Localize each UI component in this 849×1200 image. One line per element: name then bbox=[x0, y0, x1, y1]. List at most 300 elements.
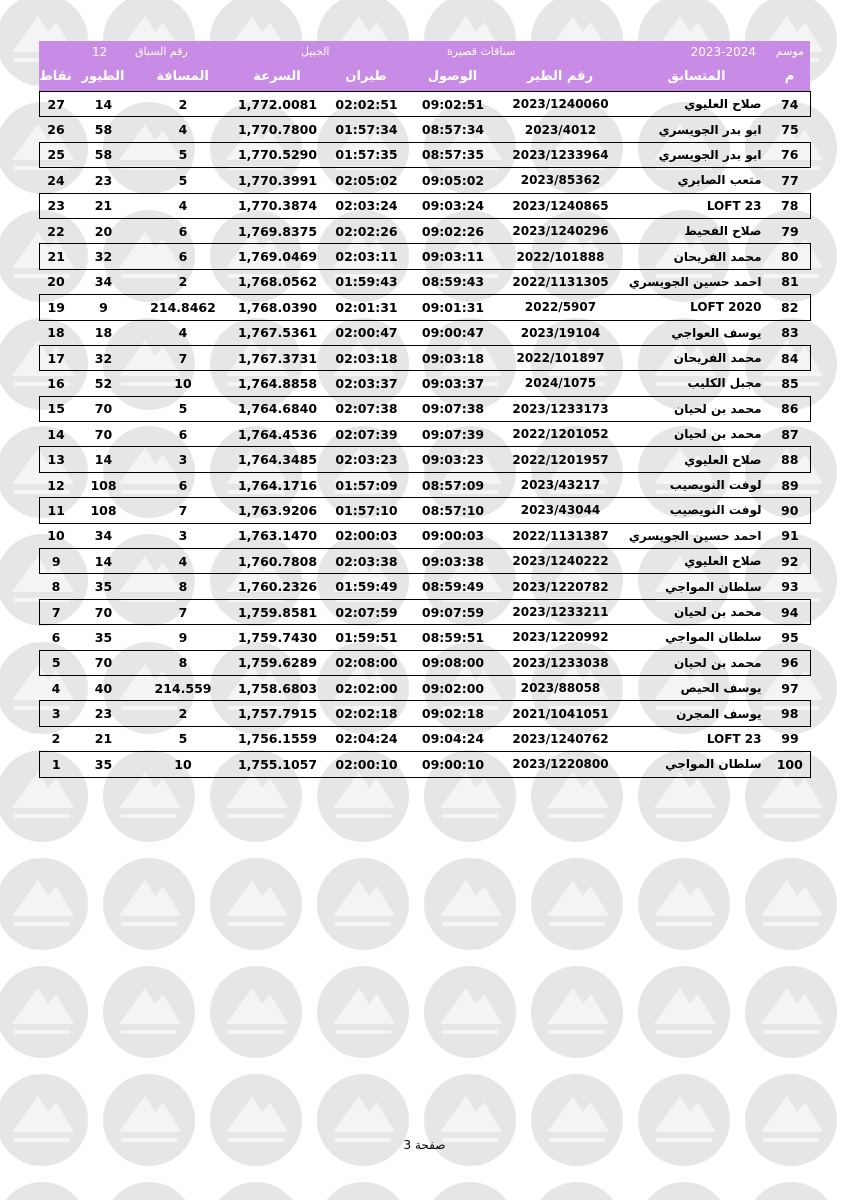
cell-speed: 1,759.6289 bbox=[232, 650, 324, 675]
cell-participant: محمد بن لحيان bbox=[625, 396, 770, 421]
watermark-seal bbox=[745, 966, 837, 1058]
cell-rank: 75 bbox=[781, 122, 799, 138]
cell-participant: محمد بن لحيان bbox=[625, 650, 770, 675]
cell-speed: 1,757.7915 bbox=[232, 701, 324, 726]
cell-arrival: 08:57:10 bbox=[410, 498, 497, 523]
table-row bbox=[40, 726, 811, 751]
cell-arrival: 09:03:38 bbox=[410, 549, 497, 574]
cell-participant: ابو بدر الجويسري bbox=[625, 142, 770, 167]
cell-arrival: 09:07:59 bbox=[410, 599, 497, 624]
cell-points: 15 bbox=[40, 396, 73, 421]
cell-distance: 5 bbox=[178, 172, 188, 188]
cell-ring: 2023/1240762 bbox=[512, 731, 609, 746]
cell-flight: 02:02:00 bbox=[335, 680, 398, 696]
watermark-seal bbox=[531, 966, 623, 1058]
cell-speed: 1,759.8581 bbox=[232, 599, 324, 624]
cell-ring: 2023/4012 bbox=[524, 122, 597, 137]
cell-speed: 1,767.5361 bbox=[237, 325, 318, 341]
table-row bbox=[40, 472, 811, 497]
cell-points: 10 bbox=[47, 528, 65, 544]
cell-arrival: 08:59:51 bbox=[421, 629, 485, 645]
table-row bbox=[40, 371, 811, 396]
cell-points: 17 bbox=[40, 345, 73, 370]
cell-points: 20 bbox=[47, 274, 65, 290]
cell-birds: 70 bbox=[94, 426, 113, 442]
cell-flight: 02:01:31 bbox=[324, 295, 410, 320]
cell-flight: 01:57:09 bbox=[335, 477, 398, 493]
cell-arrival: 09:02:51 bbox=[410, 92, 497, 117]
cell-distance: 3 bbox=[178, 528, 188, 544]
cell-distance: 2 bbox=[135, 701, 232, 726]
cell-arrival: 08:57:09 bbox=[421, 477, 485, 493]
cell-flight: 02:04:24 bbox=[335, 731, 398, 747]
cell-speed: 1,764.4536 bbox=[237, 426, 318, 442]
cell-speed: 1,763.1470 bbox=[237, 528, 318, 544]
cell-birds: 108 bbox=[90, 477, 117, 493]
cell-participant: محمد الفريحان bbox=[625, 345, 770, 370]
cell-arrival: 09:03:23 bbox=[410, 447, 497, 472]
table-row bbox=[40, 447, 811, 472]
table-row bbox=[40, 599, 811, 624]
cell-points: 1 bbox=[40, 752, 73, 777]
cell-rank: 91 bbox=[781, 528, 799, 544]
cell-flight: 02:02:18 bbox=[324, 701, 410, 726]
cell-flight: 02:03:11 bbox=[324, 244, 410, 269]
cell-birds: 20 bbox=[94, 223, 113, 239]
race-number-label: رقم السباق bbox=[135, 45, 188, 58]
cell-arrival: 08:57:34 bbox=[421, 122, 485, 138]
cell-birds: 70 bbox=[73, 650, 135, 675]
cell-participant: سلطان المواجي bbox=[665, 579, 762, 594]
cell-rank: 81 bbox=[781, 274, 799, 290]
cell-ring: 2021/1041051 bbox=[497, 701, 625, 726]
cell-participant: محمد بن لحيان bbox=[673, 427, 762, 442]
cell-ring: 2023/19104 bbox=[520, 325, 601, 340]
cell-points: 16 bbox=[47, 375, 65, 391]
col-speed: السرعة bbox=[253, 69, 301, 84]
cell-ring: 2024/1075 bbox=[524, 376, 597, 391]
cell-distance: 10 bbox=[135, 752, 232, 777]
cell-birds: 34 bbox=[94, 528, 113, 544]
cell-rank: 89 bbox=[781, 477, 799, 493]
cell-birds: 14 bbox=[73, 549, 135, 574]
table-row bbox=[40, 498, 811, 523]
watermark-seal bbox=[638, 1182, 730, 1200]
cell-flight: 02:03:38 bbox=[324, 549, 410, 574]
col-rank: م bbox=[784, 69, 795, 84]
cell-ring: 2023/1240865 bbox=[497, 193, 625, 218]
cell-rank: 93 bbox=[781, 579, 799, 595]
watermark-seal bbox=[0, 858, 88, 950]
cell-ring: 2022/5907 bbox=[497, 295, 625, 320]
cell-speed: 1,770.7800 bbox=[237, 122, 318, 138]
cell-points: 27 bbox=[40, 92, 73, 117]
cell-distance: 4 bbox=[135, 193, 232, 218]
cell-points: 5 bbox=[40, 650, 73, 675]
cell-distance: 6 bbox=[178, 477, 188, 493]
cell-participant: سلطان المواجي bbox=[625, 752, 770, 777]
watermark-seal bbox=[103, 1074, 195, 1166]
cell-flight: 02:03:23 bbox=[324, 447, 410, 472]
cell-ring: 2023/1233173 bbox=[497, 396, 625, 421]
cell-ring: 2023/1233211 bbox=[497, 599, 625, 624]
cell-rank: 80 bbox=[770, 244, 811, 269]
cell-ring: 2023/1240060 bbox=[497, 92, 625, 117]
cell-ring: 2023/1233038 bbox=[497, 650, 625, 675]
col-flight: طيران bbox=[345, 69, 387, 84]
cell-speed: 1,758.6803 bbox=[237, 680, 318, 696]
cell-arrival: 09:07:38 bbox=[410, 396, 497, 421]
cell-points: 6 bbox=[51, 629, 61, 645]
cell-points: 9 bbox=[40, 549, 73, 574]
cell-participant: مجبل الكليب bbox=[687, 376, 762, 391]
watermark-seal bbox=[103, 858, 195, 950]
watermark-seal bbox=[531, 1074, 623, 1166]
cell-points: 2 bbox=[51, 731, 61, 747]
page-footer: صفحة 3 bbox=[403, 1138, 446, 1152]
race-type: سباقات قصيرة bbox=[447, 45, 516, 58]
cell-ring: 2023/88058 bbox=[520, 681, 601, 696]
cell-rank: 100 bbox=[770, 752, 811, 777]
cell-distance: 6 bbox=[135, 244, 232, 269]
table-row bbox=[40, 675, 811, 700]
watermark-seal bbox=[638, 1074, 730, 1166]
cell-participant: يوسف الحيص bbox=[680, 681, 762, 696]
cell-ring: 2023/1240222 bbox=[497, 549, 625, 574]
cell-points: 12 bbox=[47, 477, 65, 493]
cell-arrival: 08:59:43 bbox=[421, 274, 485, 290]
col-arrival: الوصول bbox=[427, 69, 478, 84]
season-value: 2023-2024 bbox=[690, 45, 756, 59]
cell-birds: 32 bbox=[73, 345, 135, 370]
watermark-seal bbox=[745, 1182, 837, 1200]
table-row bbox=[40, 701, 811, 726]
cell-flight: 02:02:51 bbox=[324, 92, 410, 117]
cell-distance: 2 bbox=[178, 274, 188, 290]
cell-distance: 9 bbox=[178, 629, 188, 645]
cell-speed: 1,767.3731 bbox=[232, 345, 324, 370]
results-sheet bbox=[39, 41, 810, 778]
cell-participant: احمد حسين الجويسري bbox=[628, 528, 762, 543]
cell-rank: 99 bbox=[781, 731, 799, 747]
cell-speed: 1,759.7430 bbox=[237, 629, 318, 645]
cell-participant: سلطان المواجي bbox=[665, 630, 762, 645]
cell-speed: 1,760.2326 bbox=[237, 579, 318, 595]
cell-rank: 95 bbox=[781, 629, 799, 645]
watermark-seal bbox=[210, 858, 302, 950]
cell-distance: 8 bbox=[178, 579, 188, 595]
watermark-seal bbox=[531, 1182, 623, 1200]
col-ring: رقم الطير bbox=[526, 69, 594, 84]
watermark-seal bbox=[317, 1182, 409, 1200]
watermark-seal bbox=[210, 966, 302, 1058]
watermark-seal bbox=[210, 1182, 302, 1200]
table-row bbox=[40, 345, 811, 370]
cell-participant: صلاح العليوي bbox=[625, 447, 770, 472]
table-row bbox=[40, 295, 811, 320]
cell-flight: 02:07:39 bbox=[335, 426, 398, 442]
table-row bbox=[40, 92, 811, 117]
cell-birds: 35 bbox=[94, 579, 113, 595]
cell-distance: 2 bbox=[135, 92, 232, 117]
table-row bbox=[40, 396, 811, 421]
cell-distance: 7 bbox=[135, 599, 232, 624]
cell-birds: 108 bbox=[73, 498, 135, 523]
cell-points: 13 bbox=[40, 447, 73, 472]
cell-points: 23 bbox=[40, 193, 73, 218]
results-table bbox=[39, 91, 811, 778]
cell-participant: صلاح الفحيط bbox=[684, 224, 762, 239]
cell-rank: 87 bbox=[781, 426, 799, 442]
cell-speed: 1,764.1716 bbox=[237, 477, 318, 493]
cell-ring: 2023/1220782 bbox=[512, 579, 609, 594]
cell-birds: 9 bbox=[73, 295, 135, 320]
cell-rank: 82 bbox=[770, 295, 811, 320]
col-participant: المتسابق bbox=[667, 69, 726, 84]
table-row bbox=[40, 320, 811, 345]
cell-flight: 02:00:10 bbox=[324, 752, 410, 777]
cell-speed: 1,770.5290 bbox=[232, 142, 324, 167]
cell-flight: 01:57:35 bbox=[324, 142, 410, 167]
table-row bbox=[40, 574, 811, 599]
cell-speed: 1,769.8375 bbox=[237, 223, 318, 239]
cell-distance: 5 bbox=[135, 396, 232, 421]
cell-rank: 94 bbox=[770, 599, 811, 624]
table-row bbox=[40, 218, 811, 243]
cell-arrival: 09:05:02 bbox=[421, 172, 485, 188]
cell-speed: 1,769.0469 bbox=[232, 244, 324, 269]
cell-rank: 78 bbox=[770, 193, 811, 218]
cell-distance: 8 bbox=[135, 650, 232, 675]
cell-arrival: 09:03:37 bbox=[421, 375, 485, 391]
watermark-seal bbox=[638, 858, 730, 950]
cell-birds: 70 bbox=[73, 396, 135, 421]
cell-speed: 1,764.8858 bbox=[237, 375, 318, 391]
cell-ring: 2023/1220992 bbox=[512, 630, 609, 645]
watermark-seal bbox=[0, 1074, 88, 1166]
cell-participant: LOFT 23 bbox=[706, 731, 762, 746]
watermark-seal bbox=[531, 858, 623, 950]
cell-arrival: 09:02:18 bbox=[410, 701, 497, 726]
table-row bbox=[40, 117, 811, 142]
cell-points: 7 bbox=[40, 599, 73, 624]
cell-birds: 58 bbox=[73, 142, 135, 167]
cell-flight: 02:03:18 bbox=[324, 345, 410, 370]
cell-rank: 83 bbox=[781, 325, 799, 341]
table-header bbox=[39, 41, 810, 91]
cell-points: 8 bbox=[51, 579, 61, 595]
cell-flight: 01:57:34 bbox=[335, 122, 398, 138]
results-rows bbox=[40, 92, 811, 778]
cell-flight: 02:03:24 bbox=[324, 193, 410, 218]
cell-speed: 1,772.0081 bbox=[232, 92, 324, 117]
cell-points: 26 bbox=[47, 122, 65, 138]
cell-ring: 2023/1233964 bbox=[497, 142, 625, 167]
watermark-seal bbox=[745, 1074, 837, 1166]
cell-participant: LOFT 2020 bbox=[625, 295, 770, 320]
cell-distance: 5 bbox=[135, 142, 232, 167]
cell-rank: 90 bbox=[770, 498, 811, 523]
cell-speed: 1,764.3485 bbox=[232, 447, 324, 472]
watermark-seal bbox=[103, 1182, 195, 1200]
cell-flight: 01:59:51 bbox=[335, 629, 398, 645]
cell-arrival: 09:02:00 bbox=[421, 680, 485, 696]
cell-rank: 98 bbox=[770, 701, 811, 726]
cell-ring: 2022/101897 bbox=[497, 345, 625, 370]
cell-rank: 92 bbox=[770, 549, 811, 574]
watermark-seal bbox=[0, 966, 88, 1058]
cell-arrival: 09:03:24 bbox=[410, 193, 497, 218]
watermark-seal bbox=[317, 1074, 409, 1166]
watermark-seal bbox=[210, 1074, 302, 1166]
watermark-seal bbox=[745, 858, 837, 950]
cell-points: 14 bbox=[47, 426, 65, 442]
cell-ring: 2022/1201052 bbox=[512, 427, 609, 442]
cell-distance: 7 bbox=[135, 345, 232, 370]
header-info-row bbox=[39, 43, 810, 61]
cell-rank: 79 bbox=[781, 223, 799, 239]
cell-points: 21 bbox=[40, 244, 73, 269]
cell-rank: 97 bbox=[781, 680, 799, 696]
cell-arrival: 09:07:39 bbox=[421, 426, 485, 442]
cell-birds: 23 bbox=[94, 172, 113, 188]
cell-arrival: 09:03:18 bbox=[410, 345, 497, 370]
cell-distance: 4 bbox=[178, 325, 188, 341]
watermark-seal bbox=[424, 966, 516, 1058]
cell-arrival: 09:00:03 bbox=[421, 528, 485, 544]
cell-distance: 5 bbox=[178, 731, 188, 747]
cell-ring: 2023/43044 bbox=[497, 498, 625, 523]
cell-birds: 58 bbox=[94, 122, 113, 138]
cell-speed: 1,755.1057 bbox=[232, 752, 324, 777]
cell-arrival: 09:08:00 bbox=[410, 650, 497, 675]
cell-speed: 1,768.0562 bbox=[237, 274, 318, 290]
cell-points: 19 bbox=[40, 295, 73, 320]
cell-birds: 32 bbox=[73, 244, 135, 269]
cell-arrival: 09:00:10 bbox=[410, 752, 497, 777]
cell-speed: 1,760.7808 bbox=[232, 549, 324, 574]
cell-birds: 14 bbox=[73, 447, 135, 472]
cell-distance: 6 bbox=[178, 223, 188, 239]
cell-distance: 214.8462 bbox=[135, 295, 232, 320]
cell-flight: 02:05:02 bbox=[335, 172, 398, 188]
cell-speed: 1,768.0390 bbox=[232, 295, 324, 320]
cell-flight: 01:57:10 bbox=[324, 498, 410, 523]
cell-flight: 02:08:00 bbox=[324, 650, 410, 675]
cell-flight: 01:59:43 bbox=[335, 274, 398, 290]
watermark-seal bbox=[638, 966, 730, 1058]
watermark-seal bbox=[424, 1074, 516, 1166]
cell-ring: 2023/1220800 bbox=[497, 752, 625, 777]
cell-rank: 88 bbox=[770, 447, 811, 472]
cell-participant: يوسف المجرن bbox=[625, 701, 770, 726]
cell-points: 3 bbox=[40, 701, 73, 726]
cell-flight: 01:59:49 bbox=[335, 579, 398, 595]
table-row bbox=[40, 422, 811, 447]
cell-speed: 1,770.3991 bbox=[237, 172, 318, 188]
cell-birds: 52 bbox=[94, 375, 113, 391]
cell-birds: 35 bbox=[73, 752, 135, 777]
cell-distance: 3 bbox=[135, 447, 232, 472]
cell-participant: صلاح العليوي bbox=[625, 549, 770, 574]
cell-birds: 14 bbox=[73, 92, 135, 117]
cell-ring: 2023/85362 bbox=[520, 173, 601, 188]
cell-distance: 10 bbox=[174, 375, 192, 391]
cell-rank: 96 bbox=[770, 650, 811, 675]
cell-speed: 1,770.3874 bbox=[232, 193, 324, 218]
cell-rank: 84 bbox=[770, 345, 811, 370]
table-row bbox=[40, 244, 811, 269]
col-distance: المسافة bbox=[156, 69, 209, 84]
cell-distance: 6 bbox=[178, 426, 188, 442]
cell-points: 11 bbox=[40, 498, 73, 523]
cell-rank: 74 bbox=[770, 92, 811, 117]
cell-speed: 1,763.9206 bbox=[232, 498, 324, 523]
cell-participant: متعب الصابري bbox=[677, 173, 762, 188]
cell-distance: 7 bbox=[135, 498, 232, 523]
cell-ring: 2022/101888 bbox=[497, 244, 625, 269]
watermark-seal bbox=[317, 966, 409, 1058]
column-headers bbox=[39, 65, 810, 89]
cell-points: 22 bbox=[47, 223, 65, 239]
cell-rank: 85 bbox=[781, 375, 799, 391]
cell-participant: لوفت النويصيب bbox=[625, 498, 770, 523]
cell-participant: لوفت النويصيب bbox=[669, 478, 762, 493]
cell-participant: ابو بدر الجويسري bbox=[658, 122, 762, 137]
cell-points: 25 bbox=[40, 142, 73, 167]
cell-flight: 02:00:03 bbox=[335, 528, 398, 544]
cell-ring: 2022/1131305 bbox=[512, 274, 609, 289]
watermark-seal bbox=[424, 858, 516, 950]
cell-flight: 02:03:37 bbox=[335, 375, 398, 391]
cell-rank: 86 bbox=[770, 396, 811, 421]
cell-birds: 40 bbox=[94, 680, 113, 696]
table-row bbox=[40, 168, 811, 193]
watermark-seal bbox=[317, 858, 409, 950]
cell-speed: 1,756.1559 bbox=[237, 731, 318, 747]
watermark-seal bbox=[0, 1182, 88, 1200]
cell-birds: 23 bbox=[73, 701, 135, 726]
cell-rank: 76 bbox=[770, 142, 811, 167]
table-row bbox=[40, 752, 811, 777]
cell-arrival: 09:00:47 bbox=[421, 325, 485, 341]
cell-arrival: 08:57:35 bbox=[410, 142, 497, 167]
table-row bbox=[40, 650, 811, 675]
cell-distance: 214.559 bbox=[154, 680, 212, 696]
cell-birds: 34 bbox=[94, 274, 113, 290]
cell-rank: 77 bbox=[781, 172, 799, 188]
cell-participant: احمد حسين الجويسري bbox=[628, 274, 762, 289]
watermark-seal bbox=[424, 1182, 516, 1200]
cell-distance: 4 bbox=[178, 122, 188, 138]
cell-points: 24 bbox=[47, 172, 65, 188]
cell-participant: LOFT 23 bbox=[625, 193, 770, 218]
table-row bbox=[40, 269, 811, 294]
cell-flight: 02:02:26 bbox=[335, 223, 398, 239]
cell-ring: 2023/43217 bbox=[520, 478, 601, 493]
table-row bbox=[40, 549, 811, 574]
col-birds: الطيور bbox=[81, 69, 125, 84]
cell-arrival: 09:04:24 bbox=[421, 731, 485, 747]
cell-ring: 2022/1131387 bbox=[512, 528, 609, 543]
cell-flight: 02:07:38 bbox=[324, 396, 410, 421]
cell-speed: 1,764.6840 bbox=[232, 396, 324, 421]
season-label: موسم bbox=[775, 45, 804, 58]
table-row bbox=[40, 193, 811, 218]
cell-distance: 4 bbox=[135, 549, 232, 574]
cell-arrival: 09:01:31 bbox=[410, 295, 497, 320]
cell-birds: 18 bbox=[94, 325, 113, 341]
